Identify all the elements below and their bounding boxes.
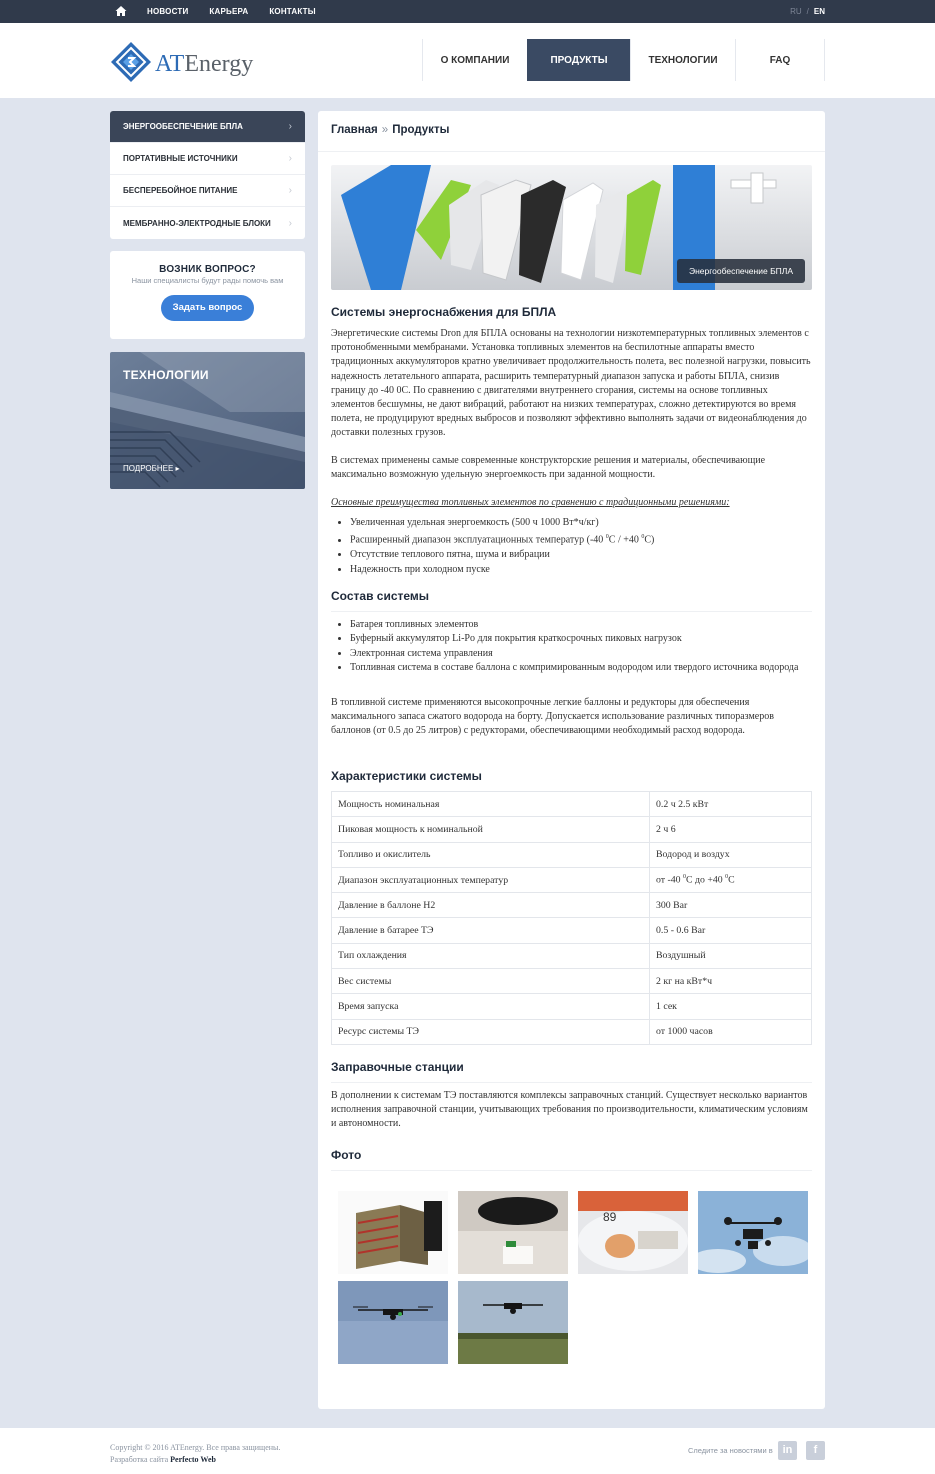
hero-image xyxy=(331,165,812,290)
section-paragraph: Энергетические системы Dron для БПЛА основаны на технологии низкотемпературных топливных элементов с протонобменными мембранами. Установка топливных элементов на беспилотные аппараты вместо традиционных аккумуляторов кратно увеличивает продолжительность полета, вес полезной нагрузки, повысить надежность летательного аппарата, расширить температурный диапазон запуска и работы БПЛА, снизив границу до -40 0С. По сравнению с двигателями внутреннего сгорания, системы на основе топливных элементов бесшумны, не дают вибраций, работают на низких температурах, сложно детектируются во время полета, не продуцируют вредных выбросов и позволяют эффективно выполнять задачи от видеонаблюдения до доставки полезных грузов. xyxy=(331,328,811,439)
follow-label: Следите за новостями в xyxy=(688,1446,773,1455)
photo-thumbnail[interactable] xyxy=(338,1191,448,1274)
ask-question-box xyxy=(110,251,305,339)
lang-ru-link[interactable]: RU xyxy=(790,7,802,16)
nav-faq[interactable]: FAQ xyxy=(735,39,825,81)
list-item: • Надежность при холодном пуске xyxy=(350,563,810,577)
site-footer xyxy=(0,1428,935,1474)
main-nav xyxy=(422,39,825,81)
nav-about[interactable]: О КОМПАНИИ xyxy=(422,39,527,81)
uav-fuselage-photo xyxy=(578,1191,688,1274)
drone-photo xyxy=(698,1191,808,1274)
section-paragraph: В дополнении к системам ТЭ поставляются комплексы заправочных станций. Существует несколько вариантов исполнения заправочной станции, учитывающих требования по производительности, климатическим условиям и автономности. xyxy=(331,1090,808,1130)
sidebar-item-mea[interactable] xyxy=(110,207,305,239)
list-item: • Расширенный диапазон эксплуатационных температур (-40 $^0$С / +40 $^0$С) xyxy=(350,530,810,548)
photo-thumbnail[interactable] xyxy=(338,1281,448,1364)
hydrogen-cylinder-photo xyxy=(458,1191,568,1274)
top-nav-contacts[interactable]: КОНТАКТЫ xyxy=(269,7,316,16)
ask-title: ВОЗНИК ВОПРОС? xyxy=(159,264,256,275)
section-title: Характеристики системы xyxy=(331,769,482,783)
breadcrumb-separator: » xyxy=(381,124,389,136)
breadcrumb-home[interactable]: Главная xyxy=(331,124,378,136)
photo-thumbnail[interactable] xyxy=(698,1191,808,1274)
breadcrumb-current: Продукты xyxy=(392,124,450,136)
technologies-banner[interactable] xyxy=(110,352,305,489)
sidebar-item-label: МЕМБРАННО-ЭЛЕКТРОДНЫЕ БЛОКИ xyxy=(123,218,271,228)
top-bar xyxy=(0,0,935,23)
hero-caption: Энергообеспечение БПЛА xyxy=(677,259,805,283)
photo-thumbnail[interactable] xyxy=(458,1281,568,1364)
chevron-right-icon: › xyxy=(288,217,292,229)
main-content xyxy=(318,111,825,1409)
list-item: • Отсутствие теплового пятна, шума и вибрации xyxy=(350,548,810,562)
section-title: Заправочные станции xyxy=(331,1060,464,1074)
chevron-right-icon: › xyxy=(288,121,292,132)
ask-subtitle: Наши специалисты будут рады помочь вам xyxy=(131,276,284,285)
advantages-heading: Основные преимущества топливных элементов по сравнению с традиционными решениями: xyxy=(331,497,730,508)
drone-flight-photo xyxy=(338,1281,448,1364)
table-row: Топливо и окислитель Водород и воздух xyxy=(332,842,812,867)
table-row: Тип охлаждения Воздушный xyxy=(332,943,812,968)
sidebar-item-label: ПОРТАТИВНЫЕ ИСТОЧНИКИ xyxy=(123,154,238,163)
linkedin-icon[interactable]: in xyxy=(778,1441,797,1460)
site-header xyxy=(0,23,935,98)
advantages-list xyxy=(350,516,810,577)
developer-link[interactable]: Perfecto Web xyxy=(170,1455,216,1464)
divider xyxy=(331,1082,812,1083)
lang-en-link[interactable]: EN xyxy=(813,7,825,16)
sidebar-menu xyxy=(110,111,305,239)
technologies-more-link[interactable]: ПОДРОБНЕЕ ▸ xyxy=(123,464,180,473)
site-logo[interactable] xyxy=(110,41,253,83)
list-item: • Батарея топливных элементов xyxy=(350,618,810,632)
facebook-icon[interactable]: f xyxy=(806,1441,825,1460)
technologies-title: ТЕХНОЛОГИИ xyxy=(123,368,209,382)
divider xyxy=(318,151,825,152)
svg-text:89: 89 xyxy=(603,1210,617,1224)
sidebar-item-uav-power[interactable] xyxy=(110,111,305,143)
home-icon[interactable] xyxy=(114,4,128,18)
list-item: • Увеличенная удельная энергоемкость (500 ч 1000 Вт*ч/кг) xyxy=(350,516,810,530)
divider xyxy=(331,1170,812,1171)
chevron-right-icon: › xyxy=(288,153,292,164)
table-row: Время запуска 1 сек xyxy=(332,994,812,1019)
list-item: • Топливная система в составе баллона с компримированным водородом или твердого источника водорода xyxy=(350,661,810,675)
language-switcher xyxy=(790,0,825,23)
chevron-right-icon: › xyxy=(288,185,292,196)
footer-copyright: Copyright © 2016 ATEnergy. Все права защищены. Разработка сайта Perfecto Web xyxy=(110,1443,281,1464)
divider xyxy=(331,611,812,612)
table-row: Мощность номинальная 0.2 ч 2.5 кВт xyxy=(332,792,812,817)
breadcrumb xyxy=(331,124,449,136)
sidebar-item-label: ЭНЕРГООБЕСПЕЧЕНИЕ БПЛА xyxy=(123,122,243,131)
fuel-cell-photo xyxy=(338,1191,448,1274)
sidebar-item-label: БЕСПЕРЕБОЙНОЕ ПИТАНИЕ xyxy=(123,186,238,195)
nav-technologies[interactable]: ТЕХНОЛОГИИ xyxy=(630,39,735,81)
photo-thumbnail[interactable] xyxy=(458,1191,568,1274)
sidebar-item-portable[interactable] xyxy=(110,143,305,175)
section-paragraph: В системах применены самые современные конструкторские решения и материалы, обеспечивающие максимально возможную удельную энергоемкость при заданной мощности. xyxy=(331,455,766,481)
section-title: Состав системы xyxy=(331,589,430,603)
list-item: • Буферный аккумулятор Li-Po для покрытия краткосрочных пиковых нагрузок xyxy=(350,632,810,646)
composition-list xyxy=(350,618,810,676)
ask-question-button[interactable]: Задать вопрос xyxy=(161,295,254,321)
logo-icon xyxy=(110,41,152,83)
photo-thumbnail[interactable] xyxy=(578,1191,688,1274)
drone-field-photo xyxy=(458,1281,568,1364)
section-paragraph: В топливной системе применяются высокопрочные легкие баллоны и редукторы для обеспечения максимального запаса сжатого водорода на борту. Допускается использование различных типоразмеров баллонов (от 0.5 до 25 литров) с редукторами, обеспечивающими необходимый расход водорода. xyxy=(331,697,774,737)
table-row: Давление в батарее ТЭ 0.5 - 0.6 Bar xyxy=(332,918,812,943)
logo-wordmark: ATEnergy xyxy=(155,50,254,77)
list-item: • Электронная система управления xyxy=(350,647,810,661)
table-row: Давление в баллоне Н2 300 Bar xyxy=(332,893,812,918)
lang-separator: / xyxy=(806,7,809,16)
table-row: Пиковая мощность к номинальной 2 ч 6 xyxy=(332,817,812,842)
table-row: Ресурс системы ТЭ от 1000 часов xyxy=(332,1019,812,1044)
section-title: Фото xyxy=(331,1148,362,1162)
top-nav-news[interactable]: НОВОСТИ xyxy=(147,7,189,16)
table-row: Диапазон эксплуатационных температур от -40 $^0$С до +40 $^0$С xyxy=(332,867,812,892)
table-row: Вес системы 2 кг на кВт*ч xyxy=(332,969,812,994)
sidebar-item-ups[interactable] xyxy=(110,175,305,207)
top-nav xyxy=(147,0,316,23)
section-title: Системы энергоснабжения для БПЛА xyxy=(331,305,557,319)
nav-products[interactable]: ПРОДУКТЫ xyxy=(527,39,630,81)
specs-table xyxy=(331,791,812,1045)
top-nav-career[interactable]: КАРЬЕРА xyxy=(209,7,249,16)
